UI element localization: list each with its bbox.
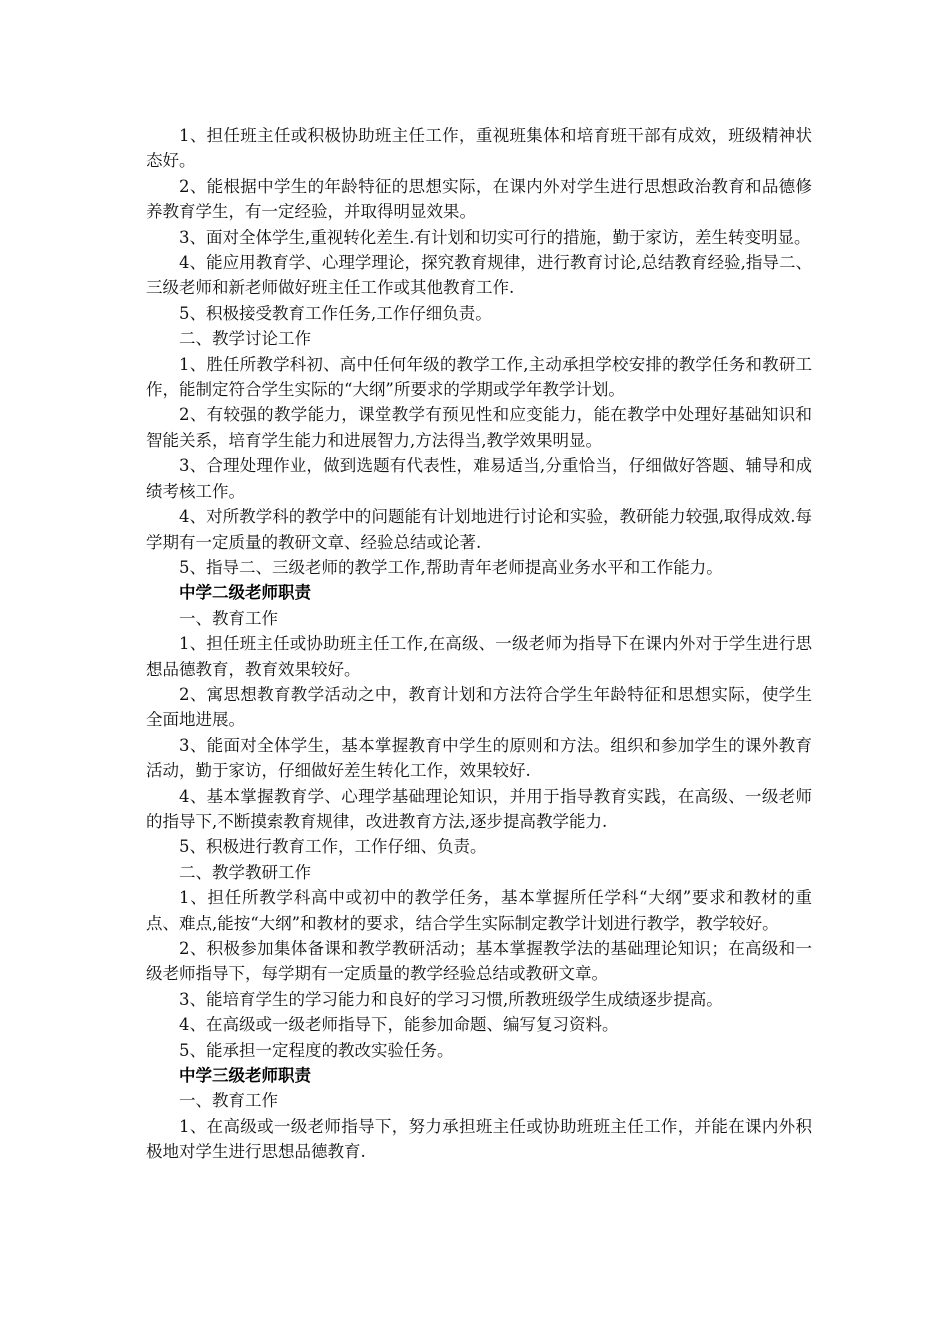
paragraph: 5、能承担一定程度的教改实验任务。 — [179, 1040, 454, 1060]
paragraph: 4、能应用教育学、心理学理论，探究教育规律，进行教育讨论,总结教育经验,指导二、三级老师和新老师做好班主任工作或其他教育工作. — [146, 253, 812, 298]
section-subheading: 一、教育工作 — [179, 1091, 278, 1111]
section-heading: 中学三级老师职责 — [179, 1066, 311, 1086]
paragraph: 2、有较强的教学能力，课堂教学有预见性和应变能力，能在教学中处理好基础知识和智能关系，培育学生能力和进展智力,方法得当,教学效果明显。 — [146, 405, 812, 450]
paragraph: 3、面对全体学生,重视转化差生.有计划和切实可行的措施，勤于家访，差生转变明显。 — [179, 227, 811, 247]
paragraph: 1、担任班主任或协助班主任工作,在高级、一级老师为指导下在课内外对于学生进行思想品德教育，教育效果较好。 — [146, 634, 812, 679]
paragraph: 2、积极参加集体备课和教学教研活动；基本掌握教学法的基础理论知识；在高级和一级老师指导下，每学期有一定质量的教学经验总结或教研文章。 — [146, 939, 812, 984]
paragraph: 5、积极接受教育工作任务,工作仔细负责。 — [179, 303, 492, 323]
section-heading: 中学二级老师职责 — [179, 583, 311, 603]
paragraph: 1、担任所教学科高中或初中的教学任务，基本掌握所任学科“大纲”要求和教材的重点、难点,能按“大纲”和教材的要求，结合学生实际制定教学计划进行教学，教学较好。 — [146, 888, 812, 933]
paragraph: 3、合理处理作业，做到选题有代表性，难易适当,分重恰当，仔细做好答题、辅导和成绩考核工作。 — [146, 456, 812, 501]
paragraph: 2、寓思想教育教学活动之中，教育计划和方法符合学生年龄特征和思想实际，使学生全面地进展。 — [146, 684, 812, 730]
paragraph: 4、在高级或一级老师指导下，能参加命题、编写复习资料。 — [179, 1015, 619, 1035]
paragraph: 1、胜任所教学科初、高中任何年级的教学工作,主动承担学校安排的教学任务和教研工作，能制定符合学生实际的“大纲”所要求的学期或学年教学计划。 — [146, 354, 812, 400]
paragraph: 5、指导二、三级老师的教学工作,帮助青年老师提高业务水平和工作能力。 — [179, 557, 723, 577]
paragraph: 3、能面对全体学生，基本掌握教育中学生的原则和方法。组织和参加学生的课外教育活动，勤于家访，仔细做好差生转化工作，效果较好. — [146, 735, 812, 781]
section-subheading: 一、教育工作 — [179, 608, 278, 628]
paragraph: 4、基本掌握教育学、心理学基础理论知识，并用于指导教育实践，在高级、一级老师的指导下,不断摸索教育规律，改进教育方法,逐步提高教学能力. — [146, 786, 812, 831]
document-body — [146, 123, 812, 1165]
section-subheading: 二、教学讨论工作 — [179, 329, 311, 349]
paragraph: 4、对所教学科的教学中的问题能有计划地进行讨论和实验，教研能力较强,取得成效.每学期有一定质量的教研文章、经验总结或论著. — [146, 507, 812, 552]
paragraph: 1、在高级或一级老师指导下，努力承担班主任或协助班班主任工作，并能在课内外积极地对学生进行思想品德教育. — [146, 1116, 812, 1162]
paragraph: 2、能根据中学生的年龄特征的思想实际，在课内外对学生进行思想政治教育和品德修养教育学生，有一定经验，并取得明显效果。 — [146, 176, 812, 222]
paragraph: 5、积极进行教育工作，工作仔细、负责。 — [179, 837, 487, 857]
paragraph: 3、能培育学生的学习能力和良好的学习习惯,所教班级学生成绩逐步提高。 — [179, 989, 723, 1009]
section-subheading: 二、教学教研工作 — [179, 862, 311, 882]
paragraph: 1、担任班主任或积极协助班主任工作，重视班集体和培育班干部有成效，班级精神状态好。 — [146, 126, 812, 171]
